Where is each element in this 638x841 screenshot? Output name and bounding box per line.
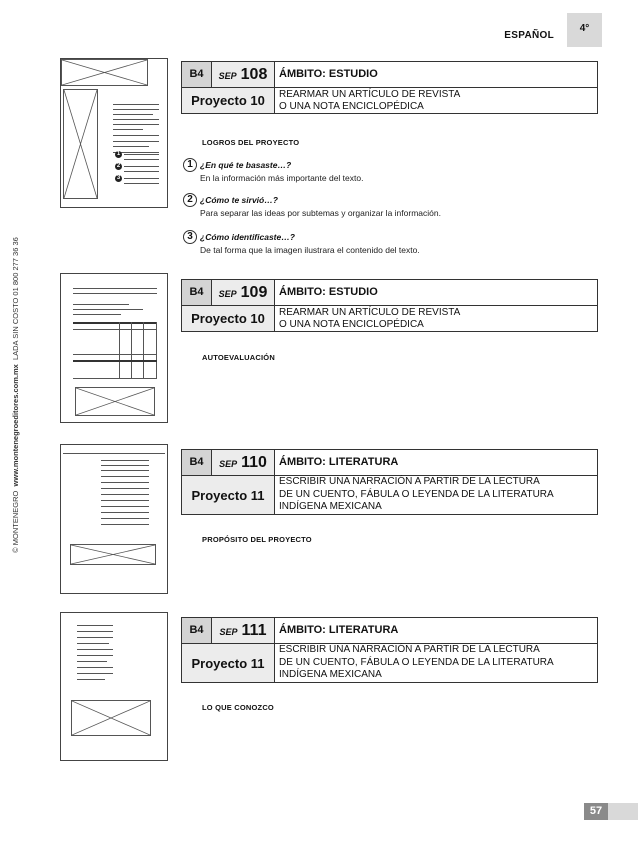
phone-text: LADA SIN COSTO 01 800 277 36 36 bbox=[11, 237, 20, 361]
question-answer-3: De tal forma que la imagen ilustrara el contenido del texto. bbox=[200, 245, 420, 255]
sep-page-ref: SEP 110 bbox=[212, 450, 275, 476]
project-number: Proyecto 10 bbox=[182, 88, 275, 113]
section-label-autoevaluacion: AUTOEVALUACIÓN bbox=[202, 353, 275, 362]
block-badge: B4 bbox=[182, 450, 212, 476]
ambito-label: ÁMBITO: ESTUDIO bbox=[275, 62, 597, 88]
thumb-number-1: 1 bbox=[116, 151, 121, 157]
brand-text: © MONTENEGRO bbox=[11, 490, 20, 553]
image-placeholder-left bbox=[63, 89, 98, 199]
project-number: Proyecto 11 bbox=[182, 644, 275, 682]
project-header-108 bbox=[181, 61, 598, 114]
subject-label: ESPAÑOL bbox=[504, 30, 554, 41]
section-label-logros: LOGROS DEL PROYECTO bbox=[202, 138, 300, 147]
section-label-proposito: PROPÓSITO DEL PROYECTO bbox=[202, 535, 312, 544]
image-placeholder bbox=[70, 544, 156, 565]
section-label-lo-que-conozco: LO QUE CONOZCO bbox=[202, 703, 274, 712]
ambito-label: ÁMBITO: LITERATURA bbox=[275, 618, 597, 644]
sep-page-ref: SEP 109 bbox=[212, 280, 275, 306]
question-title-3: ¿Cómo identificaste…? bbox=[200, 232, 295, 242]
page-thumbnail-108 bbox=[60, 58, 168, 208]
page-thumbnail-111 bbox=[60, 612, 168, 761]
block-badge: B4 bbox=[182, 280, 212, 306]
question-number-3: 3 bbox=[183, 230, 197, 244]
question-number-2: 2 bbox=[183, 193, 197, 207]
page-number: 57 bbox=[584, 803, 608, 820]
image-placeholder bbox=[71, 700, 151, 736]
grade-tab: 4° bbox=[567, 13, 602, 47]
question-answer-1: En la información más importante del texto. bbox=[200, 173, 364, 183]
project-title: ESCRIBIR UNA NARRACIÓN A PARTIR DE LA LECTURA DE UN CUENTO, FÁBULA O LEYENDA DE LA LITERATURA INDÍGENA MEXICANA bbox=[279, 476, 554, 513]
thumb-number-3: 3 bbox=[116, 175, 121, 181]
page-number-strip bbox=[608, 803, 638, 820]
sep-page-ref: SEP 111 bbox=[212, 618, 275, 644]
website-link[interactable]: www.montenegroeditores.com.mx bbox=[11, 364, 20, 487]
page-thumbnail-109 bbox=[60, 273, 168, 423]
ambito-label: ÁMBITO: ESTUDIO bbox=[275, 280, 597, 306]
project-title: ESCRIBIR UNA NARRACIÓN A PARTIR DE LA LECTURA DE UN CUENTO, FÁBULA O LEYENDA DE LA LITERATURA INDÍGENA MEXICANA bbox=[279, 644, 554, 681]
question-number-1: 1 bbox=[183, 158, 197, 172]
project-number: Proyecto 11 bbox=[182, 476, 275, 514]
image-placeholder bbox=[75, 387, 155, 416]
question-title-1: ¿En qué te basaste…? bbox=[200, 160, 292, 170]
project-number: Proyecto 10 bbox=[182, 306, 275, 331]
ambito-label: ÁMBITO: LITERATURA bbox=[275, 450, 597, 476]
sep-page-ref: SEP 108 bbox=[212, 62, 275, 88]
project-header-110 bbox=[181, 449, 598, 515]
page-thumbnail-110 bbox=[60, 444, 168, 594]
image-placeholder-top bbox=[61, 59, 148, 86]
thumb-number-2: 2 bbox=[116, 163, 121, 169]
project-header-111 bbox=[181, 617, 598, 683]
side-credits bbox=[9, 45, 23, 745]
block-badge: B4 bbox=[182, 618, 212, 644]
question-title-2: ¿Cómo te sirvió…? bbox=[200, 195, 278, 205]
block-badge: B4 bbox=[182, 62, 212, 88]
project-title: REARMAR UN ARTÍCULO DE REVISTA O UNA NOTA ENCICLOPÉDICA bbox=[279, 306, 461, 330]
question-answer-2: Para separar las ideas por subtemas y organizar la información. bbox=[200, 208, 441, 218]
project-header-109 bbox=[181, 279, 598, 332]
project-title: REARMAR UN ARTÍCULO DE REVISTA O UNA NOTA ENCICLOPÉDICA bbox=[279, 88, 461, 112]
